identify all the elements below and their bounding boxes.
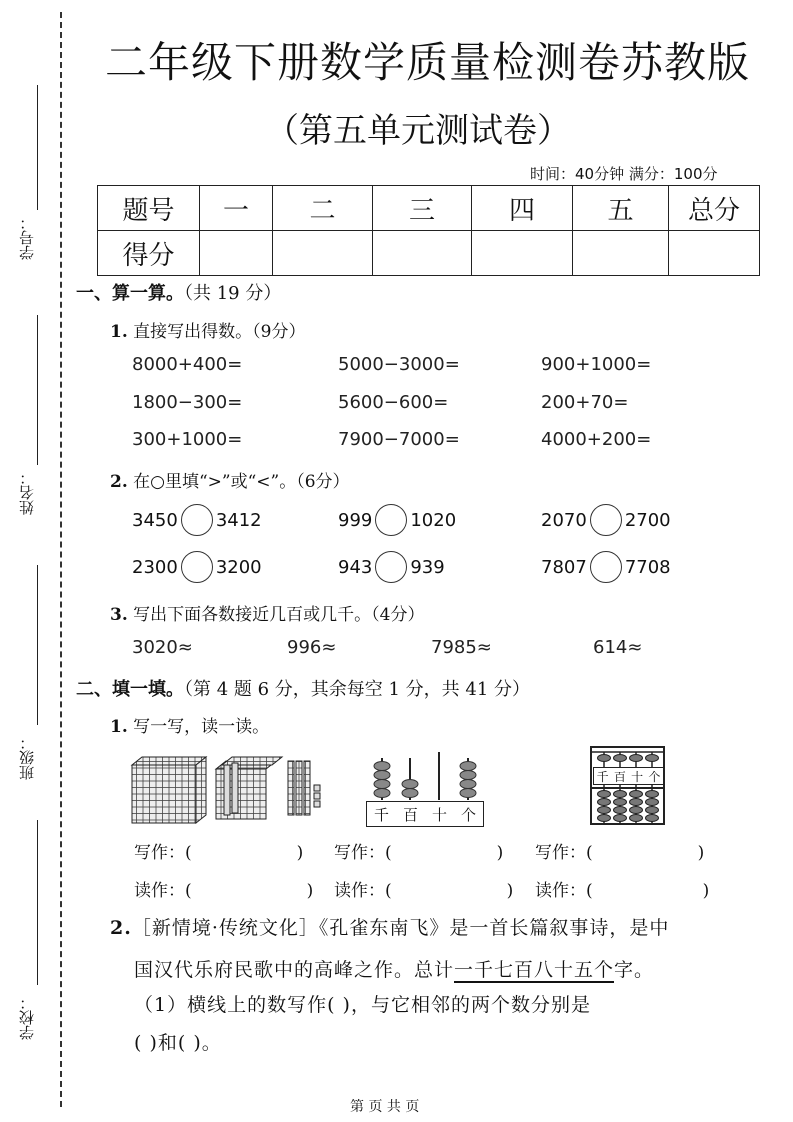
score-header-cell: 三 bbox=[373, 186, 472, 231]
s1-q1-prompt bbox=[110, 317, 305, 342]
read-blank[interactable] bbox=[134, 876, 313, 901]
compare-item bbox=[132, 551, 262, 583]
abacus-place-label: 个 bbox=[648, 769, 661, 784]
read-label: 读作：( bbox=[134, 881, 192, 901]
section1-title: 一、算一算。 bbox=[76, 283, 184, 304]
s2-q2-sub1-neighbors[interactable]: ( )和( )。 bbox=[134, 1032, 222, 1054]
write-blank[interactable] bbox=[134, 838, 303, 863]
compare-left: 2300 bbox=[132, 556, 178, 578]
answer-circle[interactable] bbox=[375, 551, 407, 583]
score-table-header-row bbox=[98, 186, 760, 231]
page-subtitle: （第五单元测试卷） bbox=[265, 111, 571, 151]
page-title: 二年级下册数学质量检测卷苏教版 bbox=[105, 38, 751, 87]
compare-right: 1020 bbox=[410, 509, 457, 531]
close-paren: ) bbox=[506, 881, 514, 901]
abacus-place-label: 百 bbox=[613, 769, 626, 784]
compare-left: 3450 bbox=[132, 509, 178, 531]
close-paren: ) bbox=[697, 843, 705, 863]
answer-circle[interactable] bbox=[375, 504, 407, 536]
score-header-cell: 五 bbox=[573, 186, 669, 231]
school-label: 学校： bbox=[18, 995, 36, 1040]
compare-right: 2700 bbox=[624, 509, 671, 531]
s2-q1-text: 写一写，读一读。 bbox=[133, 717, 270, 737]
section1-points: （共 19 分） bbox=[184, 283, 282, 304]
compare-right: 3200 bbox=[215, 556, 262, 578]
approx-item: 7985≈ bbox=[431, 637, 492, 658]
score-row-label: 得分 bbox=[98, 231, 200, 276]
score-header-cell: 题号 bbox=[98, 186, 200, 231]
class-label: 班级： bbox=[18, 735, 36, 780]
s1-q1-text: 直接写出得数。（9分） bbox=[133, 322, 306, 342]
section1-heading bbox=[76, 279, 281, 305]
calc-expr: 200+70= bbox=[541, 392, 629, 413]
score-cell[interactable] bbox=[200, 231, 273, 276]
read-blank[interactable] bbox=[334, 876, 513, 901]
read-blank[interactable] bbox=[535, 876, 709, 901]
abacus-place-label: 个 bbox=[460, 805, 476, 824]
compare-left: 2070 bbox=[541, 509, 587, 531]
s2-q1-number: 1. bbox=[110, 717, 128, 737]
s1-q3-prompt bbox=[110, 600, 424, 625]
s2-q2-text-line2-after: 字。 bbox=[614, 959, 655, 981]
abacus-1 bbox=[366, 750, 484, 830]
score-cell[interactable] bbox=[273, 231, 373, 276]
compare-left: 7807 bbox=[541, 556, 587, 578]
score-cell[interactable] bbox=[373, 231, 472, 276]
score-header-cell: 一 bbox=[200, 186, 273, 231]
answer-circle[interactable] bbox=[590, 504, 622, 536]
s1-q3-number: 3. bbox=[110, 605, 128, 625]
score-header-cell: 四 bbox=[472, 186, 573, 231]
close-paren: ) bbox=[306, 881, 314, 901]
s2-q2-text-line2-before: 国汉代乐府民歌中的高峰之作。总计 bbox=[134, 959, 455, 981]
calc-expr: 7900−7000= bbox=[338, 429, 460, 450]
calc-expr: 5600−600= bbox=[338, 392, 449, 413]
compare-right: 7708 bbox=[624, 556, 671, 578]
compare-right: 939 bbox=[410, 556, 445, 578]
section2-points: （第 4 题 6 分，其余每空 1 分，共 41 分） bbox=[184, 679, 531, 700]
write-label: 写作：( bbox=[535, 843, 593, 863]
read-label: 读作：( bbox=[535, 881, 593, 901]
score-header-cell: 二 bbox=[273, 186, 373, 231]
abacus-1-rods-image bbox=[366, 750, 484, 802]
school-line[interactable] bbox=[37, 820, 38, 985]
score-cell[interactable] bbox=[573, 231, 669, 276]
s1-q2-text: 在○里填“>”或“<”。（6分） bbox=[133, 472, 350, 492]
calc-expr: 300+1000= bbox=[132, 429, 243, 450]
class-line[interactable] bbox=[37, 565, 38, 725]
name-line[interactable] bbox=[37, 315, 38, 465]
answer-circle[interactable] bbox=[181, 504, 213, 536]
name-label: 姓名： bbox=[18, 470, 36, 515]
s2-q2-sub1[interactable]: （1）横线上的数写作( )，与它相邻的两个数分别是 bbox=[134, 994, 591, 1016]
section2-heading bbox=[76, 675, 530, 701]
abacus-2-frame-image bbox=[590, 746, 665, 826]
s2-q2-line2 bbox=[134, 955, 654, 982]
score-table-score-row bbox=[98, 231, 760, 276]
approx-item: 3020≈ bbox=[132, 637, 193, 658]
compare-item bbox=[338, 504, 456, 536]
calc-expr: 4000+200= bbox=[541, 429, 652, 450]
s2-q2-number: 2. bbox=[110, 917, 132, 939]
s1-q2-prompt bbox=[110, 467, 350, 492]
time-info: 时间：40分钟 满分：100分 bbox=[530, 165, 718, 183]
s1-q3-text: 写出下面各数接近几百或几千。（4分） bbox=[133, 605, 425, 625]
score-cell[interactable] bbox=[669, 231, 760, 276]
s1-q2-number: 2. bbox=[110, 472, 128, 492]
write-blank[interactable] bbox=[535, 838, 704, 863]
abacus-2-label-bar bbox=[593, 767, 664, 785]
abacus-place-label: 十 bbox=[431, 805, 447, 824]
compare-left: 943 bbox=[338, 556, 373, 578]
calc-expr: 900+1000= bbox=[541, 354, 652, 375]
compare-item bbox=[541, 504, 671, 536]
abacus-place-label: 百 bbox=[402, 805, 418, 824]
score-table bbox=[97, 185, 760, 276]
answer-circle[interactable] bbox=[590, 551, 622, 583]
approx-item: 996≈ bbox=[287, 637, 337, 658]
compare-left: 999 bbox=[338, 509, 373, 531]
compare-right: 3412 bbox=[215, 509, 262, 531]
compare-item bbox=[338, 551, 445, 583]
underlined-number-words: 一千七百八十五个 bbox=[454, 959, 615, 981]
abacus-1-label-bar bbox=[366, 801, 484, 827]
abacus-2 bbox=[590, 746, 665, 826]
section2-title: 二、填一填。 bbox=[76, 679, 184, 700]
student-id-label: 学号： bbox=[18, 215, 36, 260]
student-id-line[interactable] bbox=[37, 85, 38, 210]
page-footer: 第 页 共 页 bbox=[350, 1099, 420, 1115]
score-cell[interactable] bbox=[472, 231, 573, 276]
close-paren: ) bbox=[702, 881, 710, 901]
write-blank[interactable] bbox=[334, 838, 503, 863]
abacus-place-label: 十 bbox=[631, 769, 644, 784]
approx-item: 614≈ bbox=[593, 637, 643, 658]
s2-q2-text-line1: ［新情境·传统文化］《孔雀东南飞》是一首长篇叙事诗，是中 bbox=[131, 917, 670, 939]
write-label: 写作：( bbox=[134, 843, 192, 863]
compare-item bbox=[132, 504, 262, 536]
write-label: 写作：( bbox=[334, 843, 392, 863]
calc-expr: 5000−3000= bbox=[338, 354, 460, 375]
compare-item bbox=[541, 551, 671, 583]
close-paren: ) bbox=[296, 843, 304, 863]
base-ten-blocks-image bbox=[130, 755, 325, 825]
answer-circle[interactable] bbox=[181, 551, 213, 583]
abacus-place-label: 千 bbox=[596, 769, 609, 784]
read-label: 读作：( bbox=[334, 881, 392, 901]
s2-q2-line1 bbox=[110, 913, 669, 940]
s1-q1-number: 1. bbox=[110, 322, 128, 342]
calc-expr: 1800−300= bbox=[132, 392, 243, 413]
abacus-place-label: 千 bbox=[373, 805, 389, 824]
score-header-cell: 总分 bbox=[669, 186, 760, 231]
close-paren: ) bbox=[496, 843, 504, 863]
s2-q1-prompt bbox=[110, 712, 269, 737]
calc-expr: 8000+400= bbox=[132, 354, 243, 375]
binding-dashed-line bbox=[60, 12, 62, 1107]
